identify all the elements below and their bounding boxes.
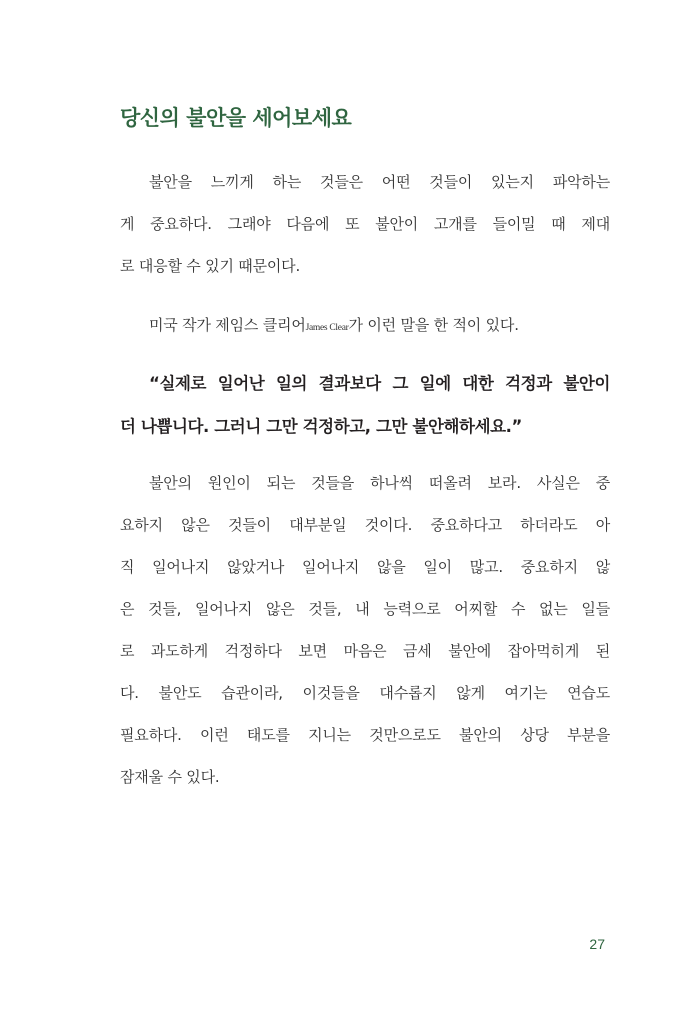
paragraph-3-line: 잠재울 수 있다. — [120, 768, 220, 786]
paragraph-2-text-before: 미국 작가 제임스 클리어 — [149, 316, 306, 334]
paragraph-1-line: 게 중요하다. 그래야 다음에 또 불안이 고개를 들이밀 때 제대 — [120, 215, 610, 233]
paragraph-3-line: 은 것들, 일어나지 않은 것들, 내 능력으로 어찌할 수 없는 일들 — [120, 600, 610, 618]
paragraph-3 — [120, 462, 610, 798]
paragraph-3-line: 직 일어나지 않았거나 일어나지 않을 일이 많고. 중요하지 않 — [120, 558, 610, 576]
paragraph-1-line: 불안을 느끼게 하는 것들은 어떤 것들이 있는지 파악하는 — [149, 173, 610, 191]
paragraph-1-line: 로 대응할 수 있기 때문이다. — [120, 257, 301, 275]
paragraph-3-line: 요하지 않은 것들이 대부분일 것이다. 중요하다고 하더라도 아 — [120, 516, 610, 534]
paragraph-2-line — [120, 304, 610, 346]
quote-block — [120, 362, 610, 448]
paragraph-3-line: 로 과도하게 걱정하다 보면 마음은 금세 불안에 잡아먹히게 된 — [120, 642, 610, 660]
paragraph-2 — [120, 304, 610, 346]
section-heading: 당신의 불안을 세어보세요 — [120, 106, 352, 130]
paragraph-3-line: 불안의 원인이 되는 것들을 하나씩 떠올려 보라. 사실은 중 — [149, 474, 610, 492]
page-number: 27 — [589, 936, 605, 952]
paragraph-3-line: 다. 불안도 습관이라, 이것들을 대수롭지 않게 여기는 연습도 — [120, 684, 610, 702]
english-name-annotation: James Clear — [305, 323, 349, 333]
paragraph-1 — [120, 161, 610, 287]
quote-line: “실제로 일어난 일의 결과보다 그 일에 대한 걱정과 불안이 — [149, 374, 610, 393]
paragraph-3-line: 필요하다. 이런 태도를 지니는 것만으로도 불안의 상당 부분을 — [120, 726, 610, 744]
paragraph-2-text-after: 가 이런 말을 한 적이 있다. — [348, 316, 519, 334]
quote-line: 더 나쁩니다. 그러니 그만 걱정하고, 그만 불안해하세요.” — [120, 417, 522, 436]
